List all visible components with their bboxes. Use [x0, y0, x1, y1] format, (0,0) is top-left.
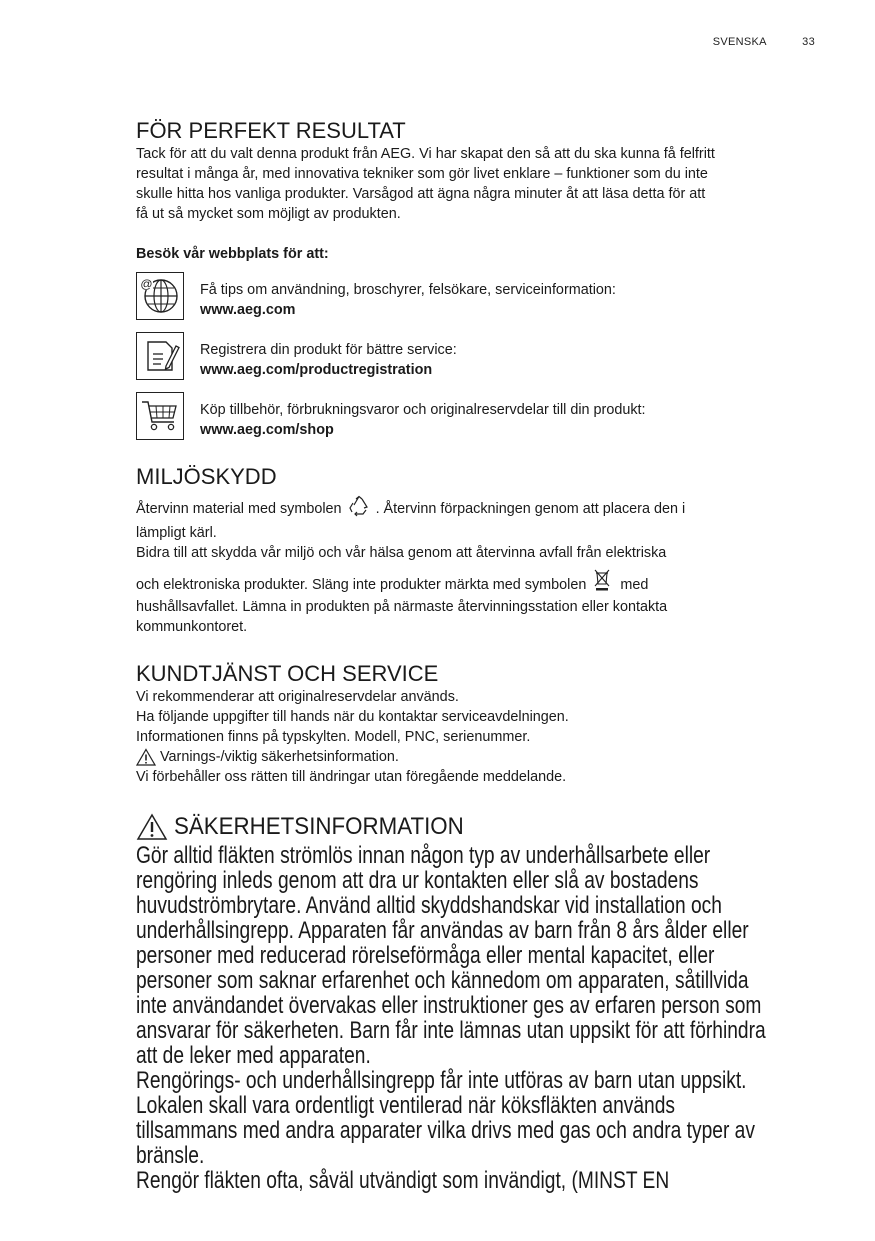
web-link-text [200, 272, 616, 320]
safety-line: Lokalen skall vara ordentligt ventilerad när köksfläkten används [136, 1092, 675, 1120]
link-url[interactable]: www.aeg.com/shop [200, 422, 334, 439]
page-number: 33 [802, 36, 815, 48]
web-link-row [136, 332, 826, 382]
safety-line: tillsammans med andra apparater vilka drivs med gas och andra typer av [136, 1117, 755, 1145]
link-description: Köp tillbehör, förbrukningsvaror och originalreservdelar till din produkt: [200, 402, 646, 419]
safety-heading [136, 813, 826, 841]
web-link-row [136, 392, 826, 442]
warning-icon [136, 813, 168, 841]
perfect-intro [136, 144, 826, 224]
env-line-part: Återvinn material med symbolen [136, 500, 342, 517]
env-title: MILJÖSKYDD [136, 464, 277, 490]
env-line: lämpligt kärl. [136, 524, 217, 541]
intro-line: skulle hitta hos vanliga produkter. Varsågod att ägna några minuter åt att läsa detta för att [136, 186, 706, 203]
link-url[interactable]: www.aeg.com [200, 302, 296, 319]
safety-line: inte användandet övervakas eller instruktioner ges av erfaren person som [136, 992, 762, 1020]
link-url[interactable]: www.aeg.com/productregistration [200, 362, 433, 379]
env-line: kommunkontoret. [136, 618, 248, 635]
globe-at-icon [136, 272, 184, 320]
header-language: SVENSKA [712, 36, 767, 48]
safety-line: personer med reducerad rörelseförmåga eller mental kapacitet, eller [136, 942, 715, 970]
recycle-icon [348, 495, 370, 523]
web-link-row [136, 272, 826, 322]
safety-line: Gör alltid fläkten strömlös innan någon typ av underhållsarbete eller [136, 842, 711, 870]
web-link-text [200, 392, 646, 440]
safety-body [136, 843, 826, 1193]
env-line [136, 495, 826, 523]
service-line [136, 747, 826, 767]
safety-line: Rengörings- och underhållsingrepp får inte utföras av barn utan uppsikt. [136, 1067, 747, 1095]
env-line: Bidra till att skydda vår miljö och vår hälsa genom att återvinna avfall från elektriska [136, 544, 667, 561]
shopping-cart-icon [136, 392, 184, 440]
service-line: Vi rekommenderar att originalreservdelar används. [136, 689, 459, 706]
service-line: Ha följande uppgifter till hands när du kontaktar serviceavdelningen. [136, 709, 569, 726]
service-title: KUNDTJÄNST OCH SERVICE [136, 660, 439, 686]
safety-title: SÄKERHETSINFORMATION [174, 813, 464, 841]
page-content [136, 118, 826, 1193]
safety-line: att de leker med apparaten. [136, 1042, 371, 1070]
link-description: Registrera din produkt för bättre service: [200, 342, 457, 359]
warning-label: Varnings-/viktig säkerhetsinformation. [160, 749, 399, 766]
env-line [136, 569, 826, 597]
service-line: Vi förbehåller oss rätten till ändringar utan föregående meddelande. [136, 769, 567, 786]
page-header [713, 36, 815, 48]
safety-line: huvudströmbrytare. Använd alltid skyddshandskar vid installation och [136, 892, 722, 920]
service-line: Informationen finns på typskylten. Modell, PNC, serienummer. [136, 729, 531, 746]
perfect-title: FÖR PERFEKT RESULTAT [136, 118, 406, 143]
safety-line: rengöring inleds genom att dra ur kontakten eller slå av bostadens [136, 867, 699, 895]
warning-icon [136, 748, 156, 766]
env-line-part: med [620, 576, 649, 593]
safety-line: personer som saknar erfarenhet och kännedom om apparaten, såtillvida [136, 967, 749, 995]
safety-line: ansvarar för säkerheten. Barn får inte lämnas utan uppsikt för att förhindra [136, 1017, 766, 1045]
crossed-bin-icon [594, 569, 610, 597]
service-body [136, 687, 826, 787]
svg-text:@: @ [140, 277, 153, 292]
env-line-part: . Återvinn förpackningen genom att placera den i [375, 500, 686, 517]
safety-line: bränsle. [136, 1142, 205, 1170]
intro-line: Tack för att du valt denna produkt från AEG. Vi har skapat den så att du ska kunna få felfritt [136, 146, 715, 163]
intro-line: få ut så mycket som möjligt av produkten. [136, 206, 401, 223]
intro-line: resultat i många år, med innovativa tekniker som gör livet enklare – funktioner som du inte [136, 166, 708, 183]
safety-line: Rengör fläkten ofta, såväl utvändigt som invändigt, (MINST EN [136, 1167, 670, 1195]
safety-line: underhållsingrepp. Apparaten får användas av barn från 8 års ålder eller [136, 917, 749, 945]
register-pen-icon [136, 332, 184, 380]
env-line: hushållsavfallet. Lämna in produkten på närmaste återvinningsstation eller kontakta [136, 598, 668, 615]
visit-title: Besök vår webbplats för att: [136, 246, 329, 263]
env-line-part: och elektroniska produkter. Släng inte produkter märkta med symbolen [136, 576, 587, 593]
web-link-text [200, 332, 457, 380]
env-body [136, 495, 826, 637]
link-description: Få tips om användning, broschyrer, felsökare, serviceinformation: [200, 282, 616, 299]
